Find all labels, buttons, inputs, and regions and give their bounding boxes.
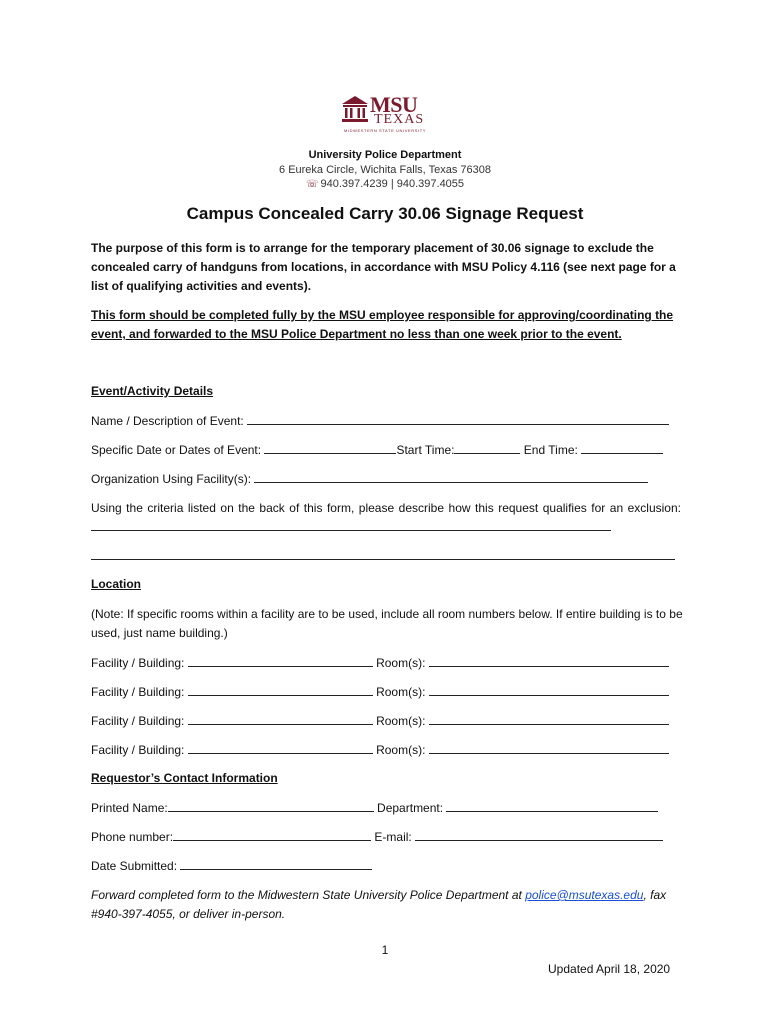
- phone-email-row: [91, 828, 681, 846]
- department-phones: [240, 177, 530, 192]
- location-row: [91, 683, 681, 701]
- location-row: [91, 654, 681, 672]
- requestor-heading: Requestor’s Contact Information: [91, 771, 278, 785]
- exclusion-field-line-1[interactable]: [91, 518, 611, 531]
- event-date-label: Specific Date or Dates of Event:: [91, 443, 262, 457]
- department-field[interactable]: [446, 799, 658, 812]
- department-name: University Police Department: [308, 149, 462, 161]
- location-heading: Location: [91, 577, 141, 591]
- start-time-field[interactable]: [454, 441, 520, 454]
- logo-subtitle: MIDWESTERN STATE UNIVERSITY: [344, 128, 427, 133]
- phone-number: 940.397.4239: [320, 178, 388, 190]
- printed-name-field[interactable]: [168, 799, 374, 812]
- room-field[interactable]: [429, 654, 669, 667]
- room-field[interactable]: [429, 741, 669, 754]
- email-label: E-mail:: [374, 830, 412, 844]
- fax-number: 940.397.4055: [396, 178, 465, 190]
- page-title: Campus Concealed Carry 30.06 Signage Request: [186, 204, 584, 223]
- exclusion-line-2-row: [91, 547, 681, 565]
- organization-field[interactable]: [254, 470, 648, 483]
- organization-row: [91, 470, 681, 488]
- facility-field[interactable]: [188, 741, 373, 754]
- exclusion-field-line-2[interactable]: [91, 547, 675, 560]
- room-field[interactable]: [429, 683, 669, 696]
- room-label: Room(s):: [376, 656, 426, 670]
- printed-name-row: [91, 799, 681, 817]
- msu-texas-logo: [340, 92, 432, 136]
- organization-label: Organization Using Facility(s):: [91, 472, 252, 486]
- facility-field[interactable]: [188, 683, 373, 696]
- phone-icon: ☏: [305, 179, 319, 190]
- event-name-label: Name / Description of Event:: [91, 414, 244, 428]
- date-submitted-label: Date Submitted:: [91, 859, 178, 873]
- department-label: Department:: [377, 801, 444, 815]
- start-time-label: Start Time:: [396, 443, 455, 457]
- forward-text-after: , fax #940-397-4055, or deliver in-person.: [91, 888, 667, 921]
- room-label: Room(s):: [376, 685, 426, 699]
- phone-separator: |: [390, 178, 394, 190]
- location-row: [91, 741, 681, 759]
- date-submitted-field[interactable]: [180, 857, 372, 870]
- date-submitted-row: [91, 857, 681, 875]
- event-name-row: [91, 412, 681, 430]
- phone-number-field[interactable]: [173, 828, 371, 841]
- instructions-paragraph: This form should be completed fully by the MSU employee responsible for approving/coordinating the event, and forwarded to the MSU Police Department no less than one week prior to the event.: [91, 308, 674, 341]
- updated-date: Updated April 18, 2020: [548, 962, 671, 976]
- location-note: (Note: If specific rooms within a facility are to be used, include all room numbers below. If entire building is to be used, just name building.): [91, 607, 683, 640]
- facility-label: Facility / Building:: [91, 656, 185, 670]
- forward-text-before: Forward completed form to the Midwestern State University Police Department at: [91, 888, 526, 902]
- page-number: 1: [381, 943, 389, 957]
- email-field[interactable]: [415, 828, 663, 841]
- facility-field[interactable]: [188, 654, 373, 667]
- event-name-field[interactable]: [247, 412, 669, 425]
- exclusion-criteria-row: [91, 499, 681, 537]
- department-header: [240, 148, 530, 192]
- logo-msu-text: MSU: [370, 92, 418, 117]
- event-details-heading: Event/Activity Details: [91, 384, 214, 398]
- room-field[interactable]: [429, 712, 669, 725]
- end-time-label: End Time:: [523, 443, 578, 457]
- facility-label: Facility / Building:: [91, 714, 185, 728]
- end-time-field[interactable]: [581, 441, 663, 454]
- exclusion-criteria-label: Using the criteria listed on the back of this form, please describe how this request qualifies for an exclusion:: [91, 501, 681, 515]
- location-row: [91, 712, 681, 730]
- facility-label: Facility / Building:: [91, 685, 185, 699]
- police-email-link[interactable]: police@msutexas.edu: [525, 888, 644, 902]
- room-label: Room(s):: [376, 714, 426, 728]
- facility-field[interactable]: [188, 712, 373, 725]
- printed-name-label: Printed Name:: [91, 801, 168, 815]
- event-date-field[interactable]: [264, 441, 396, 454]
- forward-instructions: [91, 886, 691, 924]
- building-logo-icon: [340, 94, 370, 124]
- logo-texas-text: TEXAS: [374, 112, 425, 127]
- phone-number-label: Phone number:: [91, 830, 174, 844]
- purpose-paragraph: The purpose of this form is to arrange for the temporary placement of 30.06 signage to exclude the concealed carry of handguns from locations, in accordance with MSU Policy 4.116 (see next page for a list of qualifying activities and events).: [91, 241, 676, 293]
- room-label: Room(s):: [376, 743, 426, 757]
- facility-label: Facility / Building:: [91, 743, 185, 757]
- department-address: 6 Eureka Circle, Wichita Falls, Texas 76308: [279, 164, 491, 176]
- event-date-row: [91, 441, 681, 459]
